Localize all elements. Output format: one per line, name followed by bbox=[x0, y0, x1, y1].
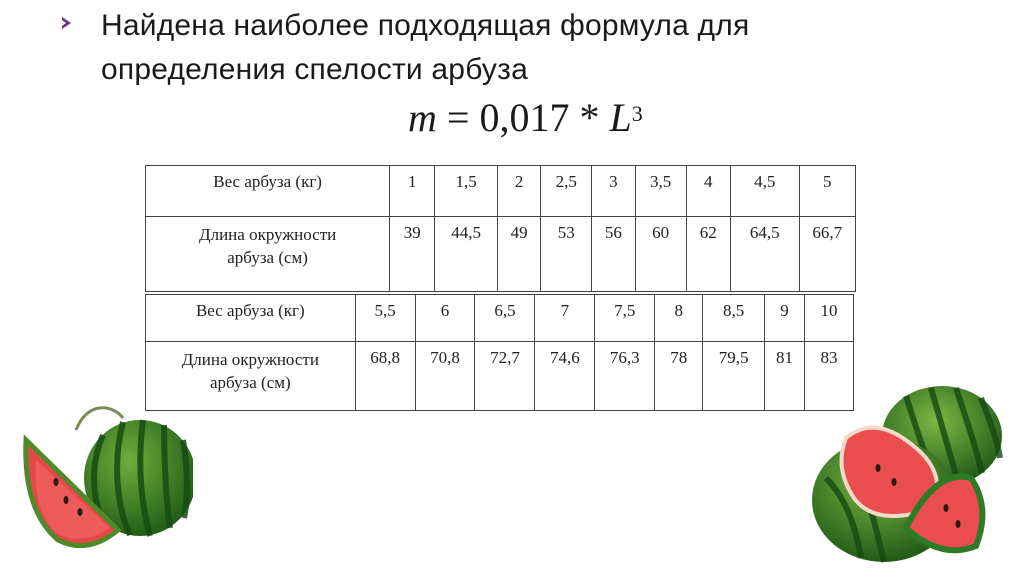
weight-cell: 6,5 bbox=[475, 295, 535, 342]
circumference-cell: 56 bbox=[592, 217, 635, 292]
weight-cell: 7,5 bbox=[595, 295, 655, 342]
formula-exponent: 3 bbox=[631, 101, 643, 126]
weight-row-label: Вес арбуза (кг) bbox=[146, 166, 390, 217]
circumference-row bbox=[146, 342, 854, 411]
weight-length-table-2 bbox=[145, 294, 854, 411]
circumference-cell: 64,5 bbox=[730, 217, 799, 292]
circumference-label-line-1: Длина окружности bbox=[181, 350, 319, 369]
weight-cell: 10 bbox=[805, 295, 854, 342]
circumference-cell: 81 bbox=[765, 342, 805, 411]
weight-length-table-1 bbox=[145, 165, 856, 292]
watermelon-left-illustration bbox=[18, 400, 193, 555]
weight-cell: 3 bbox=[592, 166, 635, 217]
weight-row-label: Вес арбуза (кг) bbox=[146, 295, 356, 342]
formula-length-symbol: L bbox=[609, 95, 632, 140]
weight-cell: 4 bbox=[686, 166, 730, 217]
weight-cell: 1 bbox=[390, 166, 435, 217]
weight-cell: 5 bbox=[799, 166, 855, 217]
circumference-cell: 66,7 bbox=[799, 217, 855, 292]
circumference-cell: 53 bbox=[541, 217, 592, 292]
circumference-label-line-1: Длина окружности bbox=[199, 225, 337, 244]
circumference-cell: 44,5 bbox=[435, 217, 498, 292]
weight-cell: 8 bbox=[655, 295, 703, 342]
weight-cell: 7 bbox=[535, 295, 595, 342]
circumference-label-line-2: арбуза (см) bbox=[209, 373, 291, 392]
weight-cell: 9 bbox=[765, 295, 805, 342]
weight-cell: 4,5 bbox=[730, 166, 799, 217]
circumference-cell: 62 bbox=[686, 217, 730, 292]
formula-equals: = bbox=[436, 95, 480, 140]
circumference-cell: 83 bbox=[805, 342, 854, 411]
heading-text bbox=[101, 4, 962, 92]
circumference-label-line-2: арбуза (см) bbox=[227, 248, 308, 267]
circumference-cell: 60 bbox=[635, 217, 686, 292]
weight-cell: 6 bbox=[415, 295, 475, 342]
circumference-cell: 79,5 bbox=[703, 342, 765, 411]
weight-cell: 5,5 bbox=[355, 295, 415, 342]
bullet-arrow-icon bbox=[62, 17, 71, 29]
circumference-cell: 76,3 bbox=[595, 342, 655, 411]
slide-heading bbox=[62, 4, 962, 92]
circumference-cell: 70,8 bbox=[415, 342, 475, 411]
weight-cell: 1,5 bbox=[435, 166, 498, 217]
circumference-cell: 68,8 bbox=[355, 342, 415, 411]
weight-cell: 2,5 bbox=[541, 166, 592, 217]
ripeness-formula bbox=[408, 94, 643, 142]
circumference-cell: 39 bbox=[390, 217, 435, 292]
heading-line-1: Найдена наиболее подходящая формула для bbox=[101, 9, 750, 42]
weight-cell: 8,5 bbox=[703, 295, 765, 342]
circumference-row bbox=[146, 217, 856, 292]
formula-coefficient: 0,017 bbox=[479, 95, 570, 140]
weight-cell: 2 bbox=[497, 166, 540, 217]
circumference-cell: 49 bbox=[497, 217, 540, 292]
circumference-row-label bbox=[146, 217, 390, 292]
heading-line-2: определения спелости арбуза bbox=[101, 53, 528, 86]
watermelon-right-illustration bbox=[806, 378, 1006, 568]
circumference-cell: 78 bbox=[655, 342, 703, 411]
circumference-cell: 72,7 bbox=[475, 342, 535, 411]
circumference-cell: 74,6 bbox=[535, 342, 595, 411]
weight-row bbox=[146, 166, 856, 217]
formula-mass-symbol: m bbox=[408, 95, 437, 140]
formula-multiply: * bbox=[569, 95, 610, 140]
weight-row bbox=[146, 295, 854, 342]
weight-cell: 3,5 bbox=[635, 166, 686, 217]
